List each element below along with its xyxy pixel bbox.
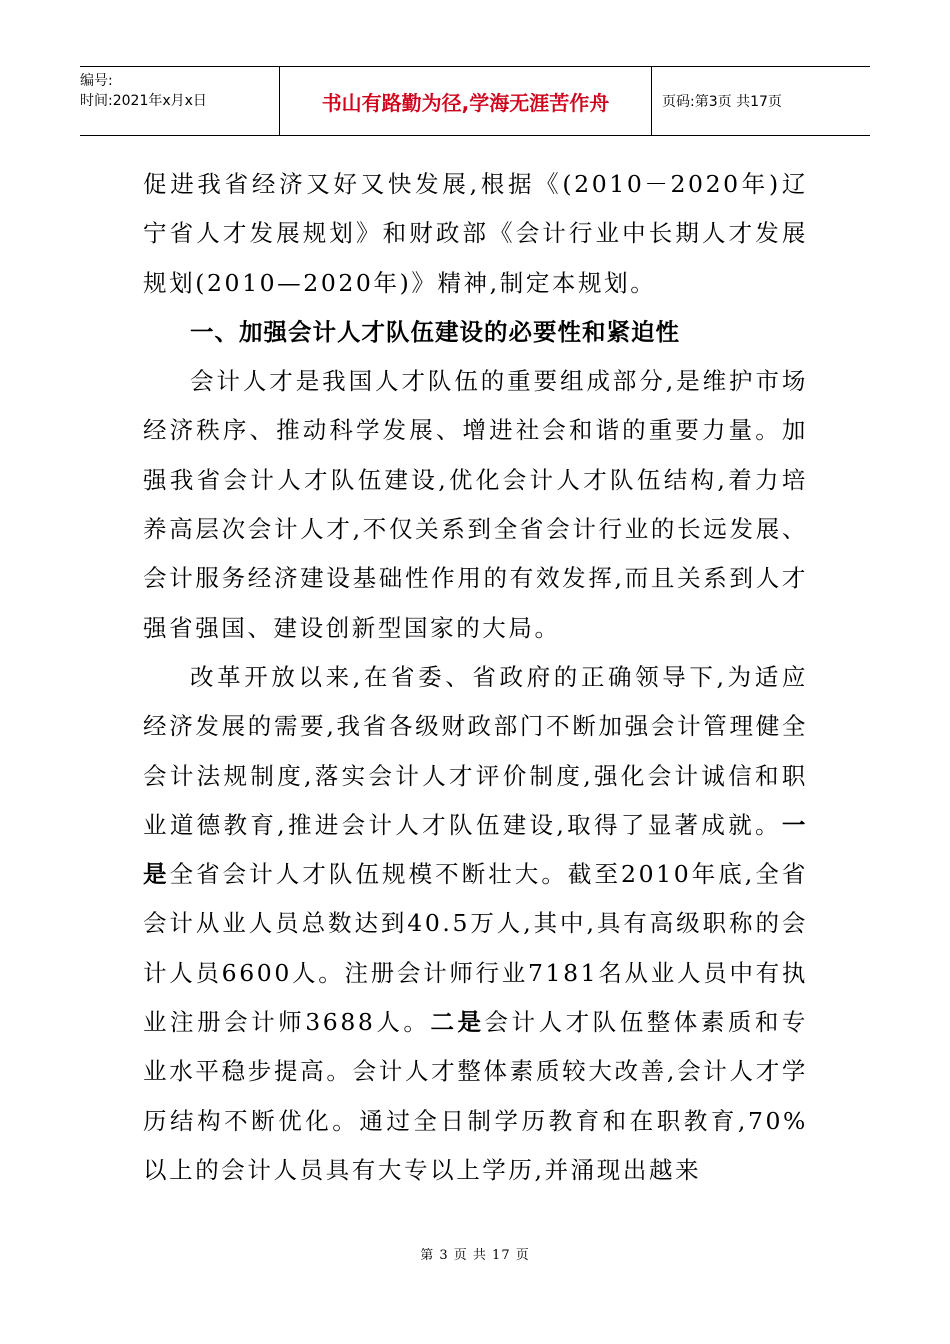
header-motto: 书山有路勤为径,学海无涯苦作舟 — [280, 67, 652, 135]
section-heading: 一、加强会计人才队伍建设的必要性和紧迫性 — [190, 317, 680, 346]
paragraph-continuation: 促进我省经济又好又快发展,根据《(2010－2020年)辽宁省人才发展规划》和财政部《会计行业中长期人才发展规划(2010—2020年)》精神,制定本规划。 — [143, 170, 808, 297]
document-time-label: 时间:2021年x月x日 — [80, 93, 207, 109]
paragraph-importance: 会计人才是我国人才队伍的重要组成部分,是维护市场经济秩序、推动科学发展、增进社会和谐的重要力量。加强我省会计人才队伍建设,优化会计人才队伍结构,着力培养高层次会计人才,不仅关系到全省会计行业的长远发展、会计服务经济建设基础性作用的有效发挥,而且关系到人才强省强国、建设创新型国家的大局。 — [143, 367, 808, 642]
paragraph-text: 全省会计人才队伍规模不断壮大。截至2010年底,全省会计从业人员总数达到40.5万人,其中,具有高级职称的会计人员6600人。注册会计师行业7181名从业人员中有执业注册会计师3688人。 — [143, 860, 808, 1037]
document-number-label: 编号: — [80, 73, 113, 89]
page-header — [80, 66, 870, 136]
keyword-first: 一是 — [143, 810, 808, 889]
paragraph-text: 会计人才队伍整体素质和专业水平稳步提高。会计人才整体素质较大改善,会计人才学历结构不断优化。通过全日制学历教育和在职教育,70%以上的会计人员具有大专以上学历,并涌现出越来 — [143, 1008, 809, 1184]
page-footer: 第 3 页 共 17 页 — [420, 1248, 530, 1263]
header-page-info: 页码:第3页 共17页 — [662, 94, 782, 110]
header-meta — [80, 67, 280, 135]
keyword-second: 二是 — [430, 1008, 485, 1037]
paragraph-achievements — [143, 653, 808, 1195]
paragraph-text: 改革开放以来,在省委、省政府的正确领导下,为适应经济发展的需要,我省各级财政部门不断加强会计管理健全会计法规制度,落实会计人才评价制度,强化会计诚信和职业道德教育,推进会计人才队伍建设,取得了显著成就。 — [143, 662, 808, 839]
document-body — [143, 160, 808, 1195]
